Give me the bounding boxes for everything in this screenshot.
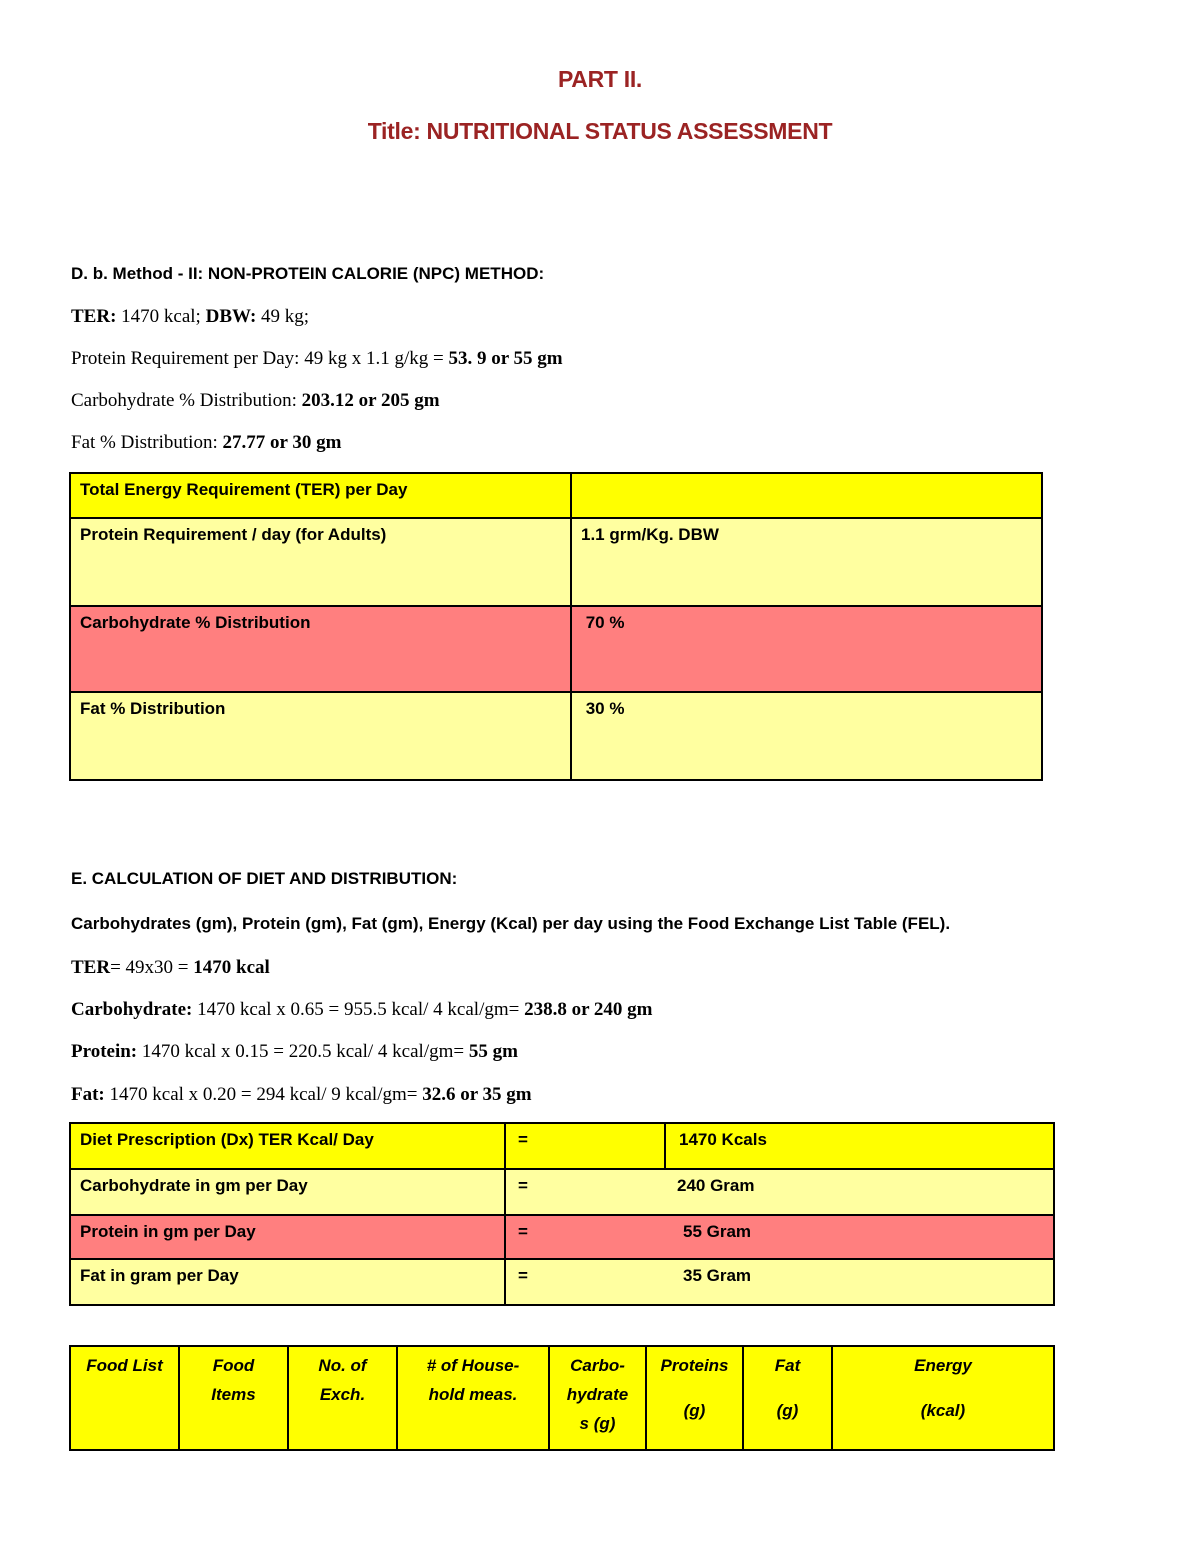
header-line: Items: [211, 1385, 256, 1404]
header-line: Exch.: [319, 1385, 366, 1404]
col-proteins: [646, 1346, 743, 1450]
ter-calc-result: 1470 kcal: [193, 957, 270, 978]
fat-distribution-text: Fat % Distribution:: [71, 432, 223, 453]
table-cell-value: 1.1 grm/Kg. DBW: [571, 518, 1042, 606]
fat-calc-result: 32.6 or 35 gm: [422, 1084, 532, 1105]
col-no-of-exch: [288, 1346, 397, 1450]
fat-distribution-result: 27.77 or 30 gm: [222, 432, 342, 453]
col-food-list: [70, 1346, 179, 1450]
table-cell-value: 55 Gram: [665, 1215, 1054, 1259]
carb-calc-text: 1470 kcal x 0.65 = 955.5 kcal/ 4 kcal/gm=: [192, 999, 525, 1020]
carb-distribution-line: [71, 390, 440, 412]
table-cell-value: 70 %: [571, 606, 1042, 692]
header-line: Food: [212, 1356, 255, 1375]
protein-requirement-result: 53. 9 or 55 gm: [448, 348, 563, 369]
npc-method-table: [69, 472, 1043, 781]
col-household-meas: [397, 1346, 549, 1450]
carb-calc-result: 238.8 or 240 gm: [524, 999, 653, 1020]
table-cell-equals: =: [505, 1259, 665, 1305]
ter-label: TER:: [71, 306, 117, 327]
table-cell-equals: =: [505, 1123, 665, 1169]
section-e-subheading: Carbohydrates (gm), Protein (gm), Fat (gm), Energy (Kcal) per day using the Food Exchange List Table (FEL).: [71, 914, 951, 933]
fat-distribution-line: [71, 432, 341, 454]
dbw-value: 49 kg;: [256, 306, 310, 327]
protein-calc-result: 55 gm: [468, 1041, 518, 1062]
col-energy: [832, 1346, 1054, 1450]
carb-calc-line: [71, 999, 653, 1021]
page-title: Title: NUTRITIONAL STATUS ASSESSMENT: [367, 118, 833, 144]
header-line: s (g): [579, 1414, 616, 1433]
protein-calc-line: [71, 1041, 518, 1063]
table-row: [70, 1123, 1054, 1169]
protein-calc-label: Protein:: [71, 1041, 138, 1062]
header-line: Fat: [774, 1356, 801, 1375]
table-cell-value: 30 %: [571, 692, 1042, 780]
table-row: [70, 473, 1042, 518]
ter-dbw-line: [71, 306, 309, 328]
table-cell-value: 35 Gram: [665, 1259, 1054, 1305]
table-cell-label: Carbohydrate in gm per Day: [70, 1169, 505, 1215]
col-carbohydrates: [549, 1346, 646, 1450]
table-row: [70, 518, 1042, 606]
table-cell-value: [571, 473, 1042, 518]
table-cell-value: 240 Gram: [665, 1169, 1054, 1215]
dbw-label: DBW:: [205, 306, 257, 327]
carb-distribution-result: 203.12 or 205 gm: [301, 390, 440, 411]
table-row: [70, 692, 1042, 780]
header-line: Food List: [86, 1356, 163, 1375]
protein-calc-text: 1470 kcal x 0.15 = 220.5 kcal/ 4 kcal/gm=: [137, 1041, 469, 1062]
table-cell-label: Diet Prescription (Dx) TER Kcal/ Day: [70, 1123, 505, 1169]
header-line: Carbo-: [570, 1356, 625, 1375]
header-line: # of House-: [426, 1356, 520, 1375]
table-cell-label: Fat % Distribution: [70, 692, 571, 780]
diet-prescription-table: [69, 1122, 1055, 1306]
part-heading: PART II.: [557, 66, 643, 92]
header-line: (g): [776, 1401, 799, 1420]
fat-calc-line: [71, 1084, 532, 1106]
ter-calc-text: = 49x30 =: [110, 957, 194, 978]
food-exchange-table: [69, 1345, 1055, 1451]
ter-value: 1470 kcal;: [116, 306, 206, 327]
table-cell-value: 1470 Kcals: [665, 1123, 1054, 1169]
col-food-items: [179, 1346, 288, 1450]
table-cell-label: Protein Requirement / day (for Adults): [70, 518, 571, 606]
ter-calc-label: TER: [71, 957, 111, 978]
carb-distribution-text: Carbohydrate % Distribution:: [71, 390, 302, 411]
table-header-row: [70, 1346, 1054, 1450]
protein-requirement-text: Protein Requirement per Day: 49 kg x 1.1 g/kg =: [71, 348, 449, 369]
header-line: hold meas.: [428, 1385, 518, 1404]
col-fat: [743, 1346, 832, 1450]
table-row: [70, 1259, 1054, 1305]
fat-calc-label: Fat:: [71, 1084, 105, 1105]
header-line: Energy: [914, 1356, 972, 1375]
table-row: [70, 1169, 1054, 1215]
section-d-heading: D. b. Method - II: NON-PROTEIN CALORIE (NPC) METHOD:: [71, 264, 545, 283]
table-cell-label: Carbohydrate % Distribution: [70, 606, 571, 692]
section-e-heading: E. CALCULATION OF DIET AND DISTRIBUTION:: [71, 869, 458, 888]
table-row: [70, 606, 1042, 692]
carb-calc-label: Carbohydrate:: [71, 999, 193, 1020]
ter-calc-line: [71, 957, 270, 979]
header-line: (g): [683, 1401, 706, 1420]
header-line: (kcal): [920, 1401, 966, 1420]
header-line: hydrate: [566, 1385, 629, 1404]
protein-requirement-line: [71, 348, 563, 370]
table-row: [70, 1215, 1054, 1259]
table-cell-label: Protein in gm per Day: [70, 1215, 505, 1259]
table-cell-equals: =: [505, 1215, 665, 1259]
table-cell-equals: =: [505, 1169, 665, 1215]
table-cell-label: Fat in gram per Day: [70, 1259, 505, 1305]
header-line: No. of: [318, 1356, 367, 1375]
fat-calc-text: 1470 kcal x 0.20 = 294 kcal/ 9 kcal/gm=: [104, 1084, 423, 1105]
table-cell-label: Total Energy Requirement (TER) per Day: [70, 473, 571, 518]
header-line: Proteins: [660, 1356, 729, 1375]
